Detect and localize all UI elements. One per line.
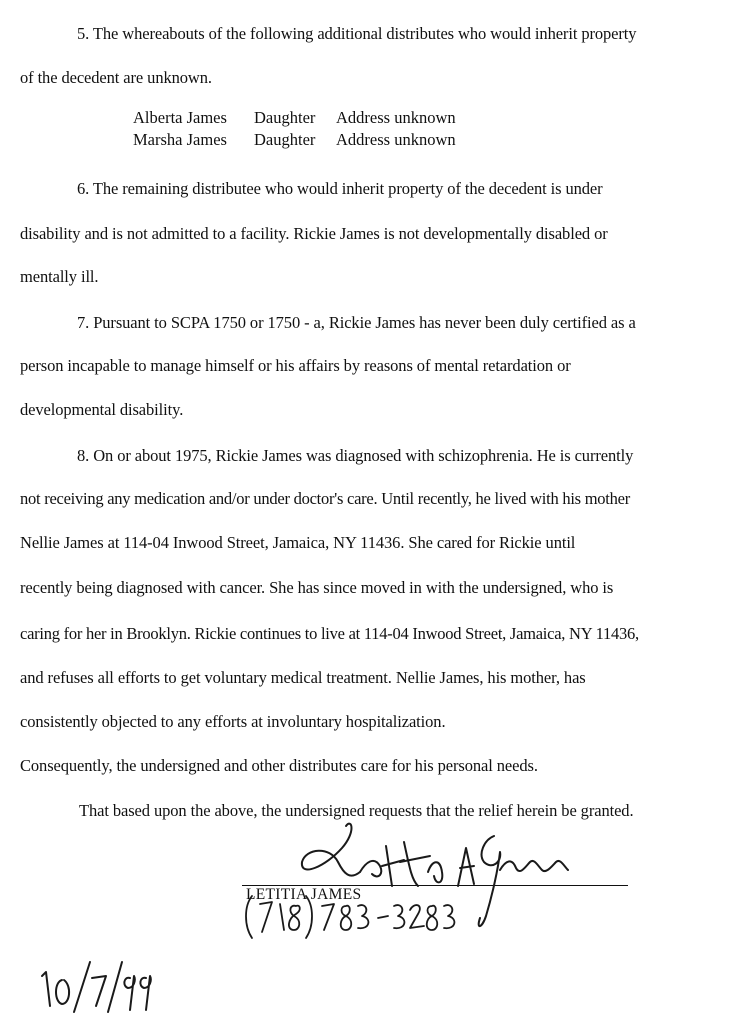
distributee-name: Alberta James	[133, 108, 227, 127]
distributee-name: Marsha James	[133, 130, 227, 149]
para-8-line-4: recently being diagnosed with cancer. She has since moved in with the undersigned, who is	[20, 578, 614, 597]
para-8-line-1: 8. On or about 1975, Rickie James was diagnosed with schizophrenia. He is currently	[77, 446, 634, 465]
para-8-line-7: consistently objected to any efforts at involuntary hospitalization.	[20, 712, 446, 731]
para-5-line-1: 5. The whereabouts of the following additional distributes who would inherit property	[77, 24, 637, 43]
para-6-line-1: 6. The remaining distributee who would inherit property of the decedent is under	[77, 179, 603, 198]
para-6-line-2: disability and is not admitted to a facility. Rickie James is not developmentally disabled or	[20, 224, 608, 243]
para-7-line-1: 7. Pursuant to SCPA 1750 or 1750 - a, Rickie James has never been duly certified as a	[77, 313, 636, 332]
distributee-address: Address unknown	[336, 130, 456, 149]
handwritten-date	[42, 962, 151, 1012]
para-5-line-2: of the decedent are unknown.	[20, 68, 212, 87]
para-6-line-3: mentally ill.	[20, 267, 99, 286]
distributee-relation: Daughter	[254, 108, 316, 127]
distributee-relation: Daughter	[254, 130, 316, 149]
para-7-line-2: person incapable to manage himself or his affairs by reasons of mental retardation or	[20, 356, 571, 375]
para-8-line-3: Nellie James at 114-04 Inwood Street, Jamaica, NY 11436. She cared for Rickie until	[20, 533, 576, 552]
handwritten-phone	[246, 896, 454, 938]
closing-statement: That based upon the above, the undersigned requests that the relief herein be granted.	[79, 801, 634, 820]
para-8-line-5: caring for her in Brooklyn. Rickie continues to live at 114-04 Inwood Street, Jamaica, NY 11436,	[20, 624, 639, 643]
para-8-line-6: and refuses all efforts to get voluntary medical treatment. Nellie James, his mother, has	[20, 668, 586, 687]
distributee-address: Address unknown	[336, 108, 456, 127]
para-7-line-3: developmental disability.	[20, 400, 184, 419]
para-8-line-8: Consequently, the undersigned and other distributes care for his personal needs.	[20, 756, 538, 775]
para-8-line-2: not receiving any medication and/or under doctor's care. Until recently, he lived with his mother	[20, 489, 630, 508]
signer-printed-name: LETITIA JAMES	[246, 886, 362, 903]
